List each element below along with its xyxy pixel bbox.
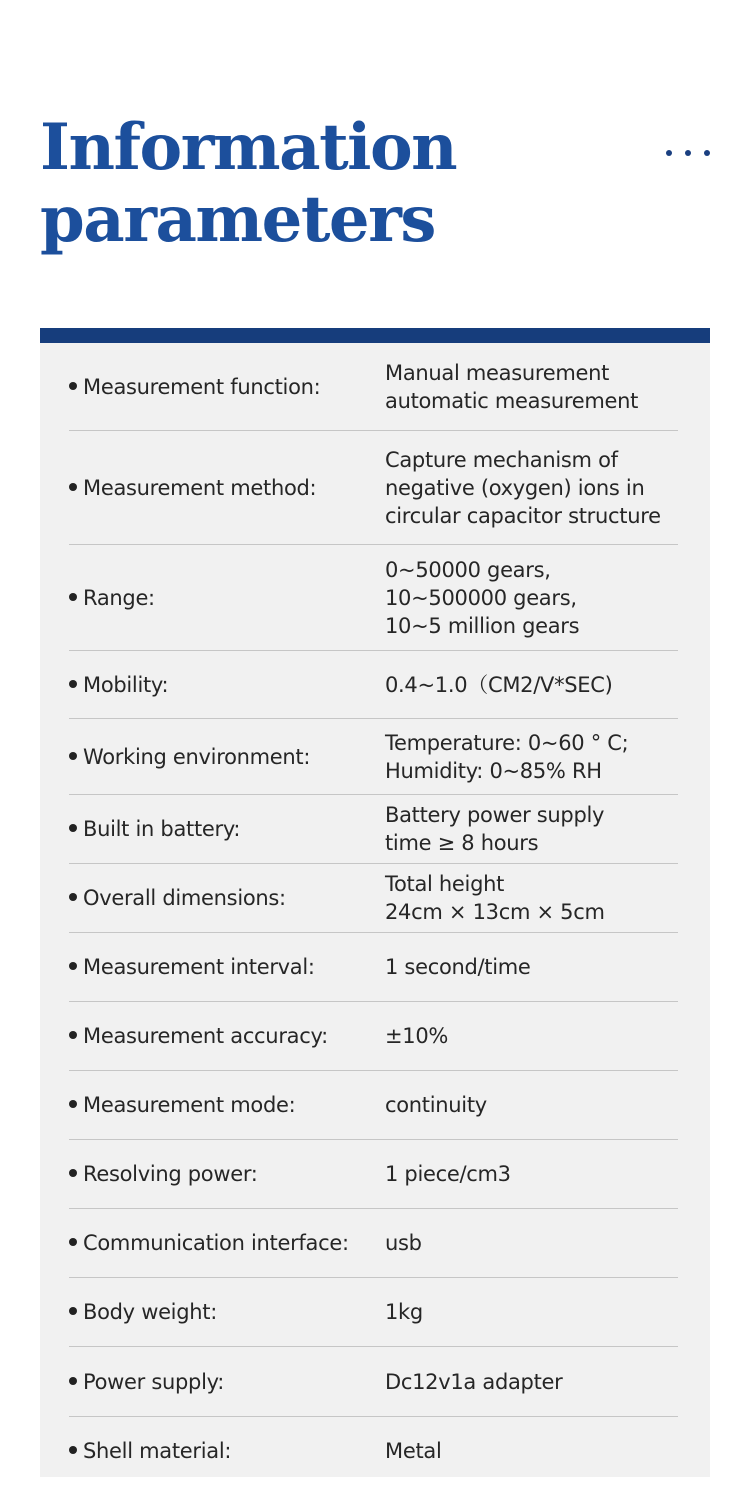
spec-value: [385, 1298, 423, 1326]
spec-value: [385, 1022, 448, 1050]
spec-value-line: Capture mechanism of: [385, 447, 618, 472]
spec-row: [69, 1140, 678, 1209]
spec-value-line: negative (oxygen) ions in: [385, 475, 645, 500]
more-dot: [704, 150, 710, 156]
page-title-line-2: parameters: [40, 182, 435, 257]
spec-row: [69, 795, 678, 864]
spec-row: [69, 933, 678, 1002]
spec-value: [385, 359, 638, 415]
spec-value-line: ±10%: [385, 1024, 449, 1048]
spec-value-line: Battery power supply: [385, 803, 605, 827]
spec-row: [69, 1417, 678, 1485]
spec-row: [69, 651, 678, 719]
spec-label: Resolving power:: [69, 1160, 258, 1188]
spec-label: Overall dimensions:: [69, 884, 286, 912]
spec-value-line: Metal: [385, 1439, 442, 1463]
spec-value: [385, 1368, 562, 1396]
spec-value-line: time ≥ 8 hours: [385, 831, 539, 855]
spec-row: [69, 1278, 678, 1347]
spec-label: Measurement interval:: [69, 953, 315, 981]
spec-value-line: 1 piece/cm3: [385, 1162, 511, 1186]
spec-rows: [69, 343, 678, 1485]
spec-value: [385, 1229, 422, 1257]
more-horizontal-icon[interactable]: [666, 150, 710, 158]
spec-value-line: 0.4~1.0（CM2/V*SEC): [385, 672, 613, 697]
more-dot: [685, 150, 691, 156]
spec-value-line: 1kg: [385, 1300, 423, 1324]
spec-row: [69, 719, 678, 795]
spec-value: [385, 1160, 511, 1188]
spec-label: Working environment:: [69, 743, 310, 771]
spec-label: Range:: [69, 584, 155, 612]
spec-value: [385, 1437, 441, 1465]
spec-value-line: Dc12v1a adapter: [385, 1369, 563, 1394]
spec-row: [69, 545, 678, 651]
spec-value-line: automatic measurement: [385, 388, 639, 413]
spec-value: [385, 446, 661, 530]
page-title-line-1: Information: [40, 110, 457, 185]
spec-value: [385, 729, 628, 785]
spec-label: Measurement mode:: [69, 1091, 295, 1119]
spec-value: [385, 801, 604, 857]
header-accent-bar: [40, 328, 710, 343]
spec-value-line: 1 second/time: [385, 955, 531, 979]
spec-value-line: Temperature: 0~60 ° C;: [385, 730, 629, 755]
spec-row: [69, 343, 678, 431]
more-dot: [666, 150, 672, 156]
spec-label: Measurement accuracy:: [69, 1022, 328, 1050]
spec-value-line: 0~50000 gears,: [385, 557, 551, 582]
spec-label: Body weight:: [69, 1298, 217, 1326]
spec-label: Mobility:: [69, 671, 168, 699]
spec-row: [69, 864, 678, 933]
spec-value-line: Total height: [385, 872, 505, 896]
spec-value: [385, 671, 613, 699]
spec-value-line: continuity: [385, 1093, 487, 1117]
spec-row: [69, 1347, 678, 1417]
spec-value-line: Manual measurement: [385, 360, 610, 385]
spec-value-line: circular capacitor structure: [385, 503, 661, 528]
spec-row: [69, 1071, 678, 1140]
spec-label: Power supply:: [69, 1368, 224, 1396]
spec-label: Measurement method:: [69, 474, 316, 502]
spec-value: [385, 556, 579, 640]
spec-value: [385, 870, 605, 926]
spec-value-line: usb: [385, 1231, 422, 1255]
spec-row: [69, 431, 678, 545]
spec-table: [40, 343, 710, 1477]
spec-value-line: 24cm × 13cm × 5cm: [385, 900, 605, 924]
spec-label: Communication interface:: [69, 1229, 349, 1257]
spec-value-line: 10~500000 gears,: [385, 585, 577, 610]
spec-row: [69, 1002, 678, 1071]
spec-label: Shell material:: [69, 1437, 231, 1465]
spec-value-line: Humidity: 0~85% RH: [385, 758, 602, 783]
spec-row: [69, 1209, 678, 1278]
spec-label: Built in battery:: [69, 815, 240, 843]
spec-label: Measurement function:: [69, 373, 320, 401]
spec-value-line: 10~5 million gears: [385, 613, 580, 638]
page-title: [40, 112, 456, 256]
spec-value: [385, 1091, 487, 1119]
spec-value: [385, 953, 531, 981]
